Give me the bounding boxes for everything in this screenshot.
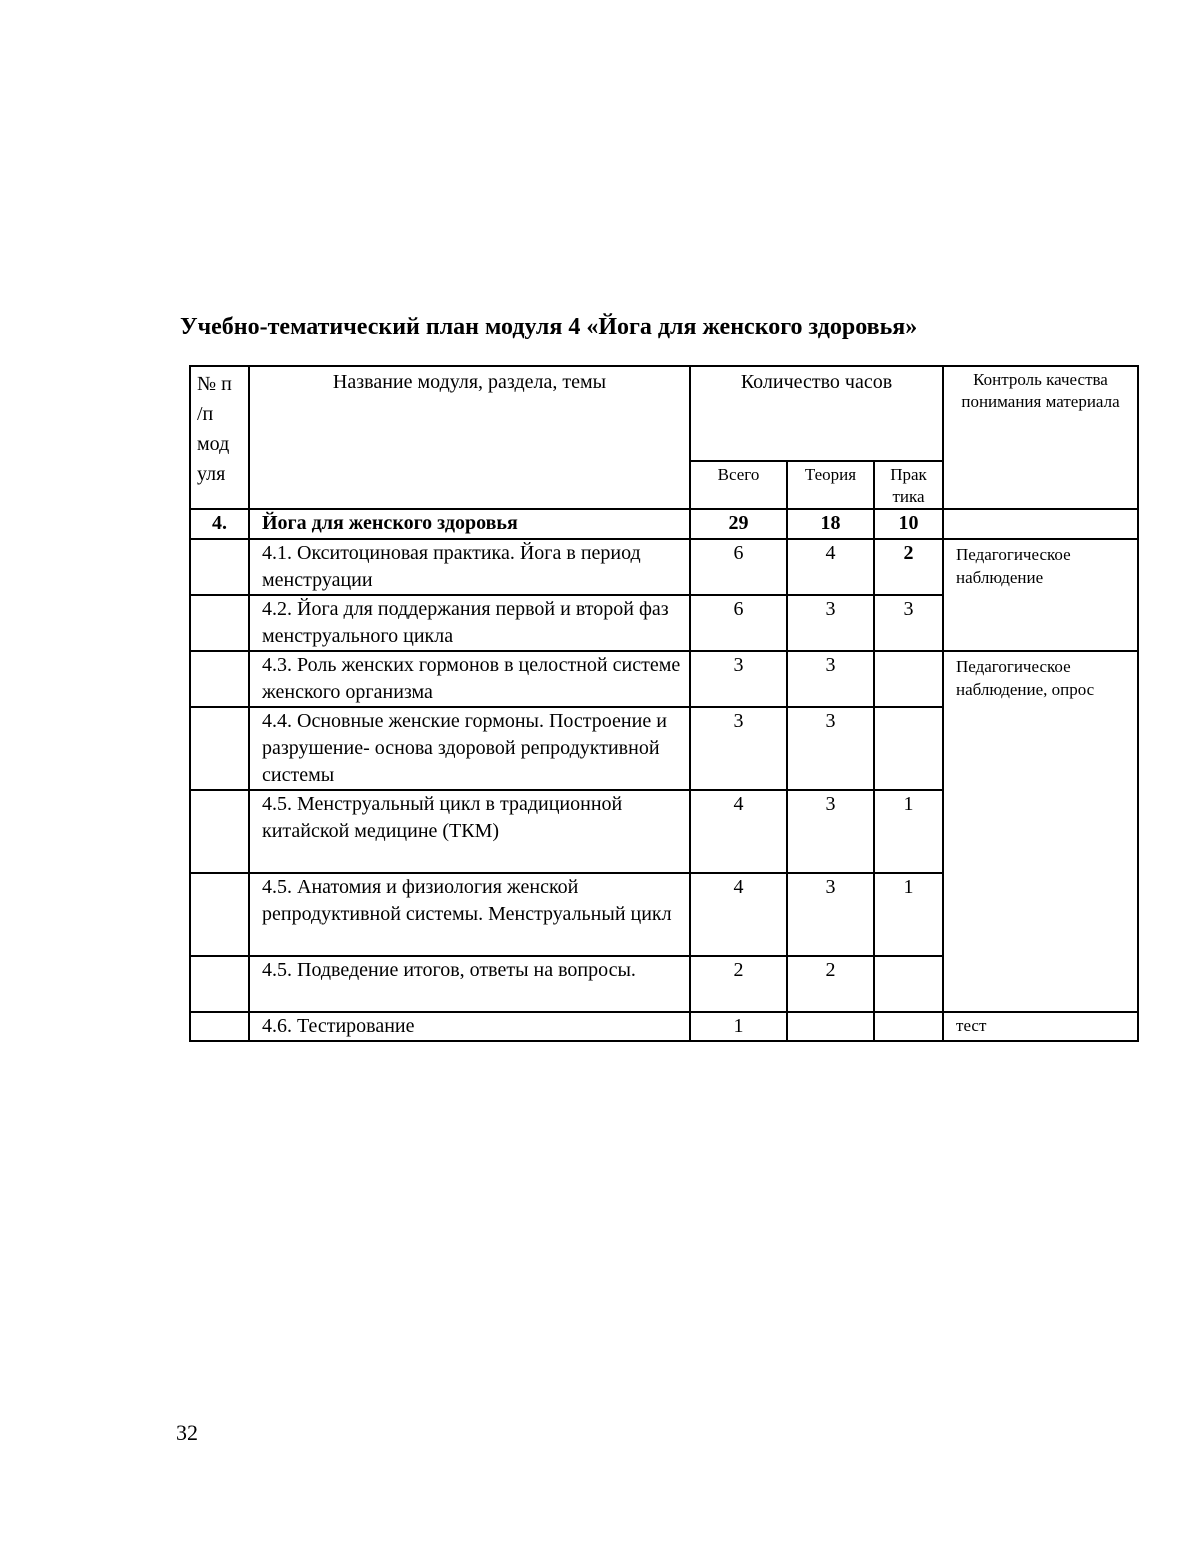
row-num	[190, 1012, 249, 1041]
header-num-line: /п	[197, 403, 214, 425]
module-practice: 10	[874, 509, 943, 539]
module-name: Йога для женского здоровья	[249, 509, 690, 539]
row-num	[190, 651, 249, 707]
row-topic: 4.5. Анатомия и физиология женской репродуктивной системы. Менструальный цикл	[249, 873, 690, 956]
row-total: 6	[690, 595, 787, 651]
row-theory: 3	[787, 595, 874, 651]
row-num	[190, 595, 249, 651]
curriculum-table	[189, 365, 1139, 1042]
header-row	[190, 366, 1138, 461]
row-practice	[874, 707, 943, 790]
row-practice: 1	[874, 873, 943, 956]
table-row	[190, 539, 1138, 595]
row-topic: 4.5. Подведение итогов, ответы на вопросы.	[249, 956, 690, 1012]
header-hours: Количество часов	[690, 366, 943, 461]
header-total: Всего	[690, 461, 787, 509]
module-row	[190, 509, 1138, 539]
row-theory: 3	[787, 707, 874, 790]
header-practice-line: Прак	[890, 465, 927, 484]
row-theory	[787, 1012, 874, 1041]
row-practice: 1	[874, 790, 943, 873]
row-total: 3	[690, 707, 787, 790]
table-row	[190, 651, 1138, 707]
page-title: Учебно-тематический план модуля 4 «Йога для женского здоровья»	[180, 314, 918, 340]
header-num	[190, 366, 249, 509]
row-num	[190, 956, 249, 1012]
row-theory: 2	[787, 956, 874, 1012]
header-name: Название модуля, раздела, темы	[249, 366, 690, 509]
row-topic: 4.5. Менструальный цикл в традиционной китайской медицине (ТКМ)	[249, 790, 690, 873]
row-total: 6	[690, 539, 787, 595]
row-practice	[874, 1012, 943, 1041]
header-control: Контроль качества понимания материала	[943, 366, 1138, 509]
header-practice-line: тика	[892, 487, 925, 506]
row-practice	[874, 956, 943, 1012]
header-num-line: № п	[197, 373, 232, 395]
row-total: 4	[690, 873, 787, 956]
row-theory: 4	[787, 539, 874, 595]
module-total: 29	[690, 509, 787, 539]
row-num	[190, 790, 249, 873]
row-theory: 3	[787, 651, 874, 707]
row-total: 4	[690, 790, 787, 873]
row-control: Педагогическое наблюдение, опрос	[943, 651, 1138, 1012]
table-row	[190, 1012, 1138, 1041]
row-topic: 4.1. Окситоциновая практика. Йога в период менструации	[249, 539, 690, 595]
row-num	[190, 539, 249, 595]
row-topic: 4.2. Йога для поддержания первой и второй фаз менструального цикла	[249, 595, 690, 651]
header-num-line: мод	[197, 433, 230, 455]
page-number: 32	[176, 1420, 198, 1445]
row-total: 2	[690, 956, 787, 1012]
row-control: тест	[943, 1012, 1138, 1041]
header-theory: Теория	[787, 461, 874, 509]
module-control	[943, 509, 1138, 539]
module-theory: 18	[787, 509, 874, 539]
row-topic: 4.3. Роль женских гормонов в целостной системе женского организма	[249, 651, 690, 707]
header-num-line: уля	[197, 463, 226, 485]
row-num	[190, 707, 249, 790]
row-total: 3	[690, 651, 787, 707]
row-total: 1	[690, 1012, 787, 1041]
row-practice: 3	[874, 595, 943, 651]
row-control: Педагогическое наблюдение	[943, 539, 1138, 651]
module-num: 4.	[190, 509, 249, 539]
row-practice: 2	[874, 539, 943, 595]
row-theory: 3	[787, 790, 874, 873]
row-num	[190, 873, 249, 956]
row-theory: 3	[787, 873, 874, 956]
row-topic: 4.4. Основные женские гормоны. Построение и разрушение- основа здоровой репродуктивной системы	[249, 707, 690, 790]
row-topic: 4.6. Тестирование	[249, 1012, 690, 1041]
header-practice	[874, 461, 943, 509]
row-practice	[874, 651, 943, 707]
